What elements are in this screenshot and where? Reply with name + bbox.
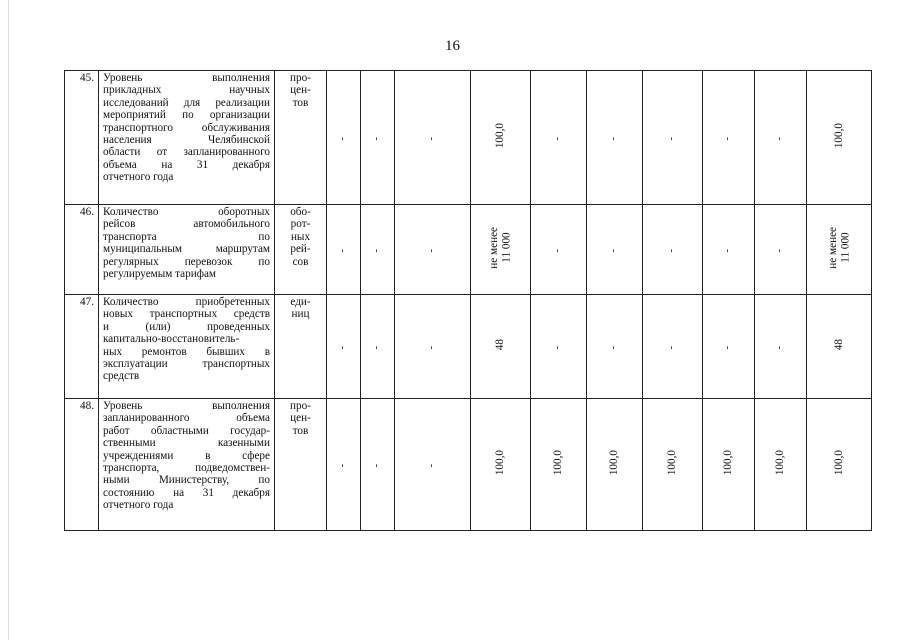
unit-line: обо- bbox=[290, 206, 311, 218]
value-cell bbox=[471, 295, 531, 399]
indicator-name-line: новых транспортных средств bbox=[103, 308, 270, 321]
value-cell bbox=[361, 399, 395, 531]
indicator-name-line: Количество оборотных bbox=[103, 206, 270, 218]
value-text bbox=[608, 249, 620, 252]
row-number: 48. bbox=[65, 399, 99, 531]
value-line: - bbox=[371, 463, 383, 468]
unit-line: ных bbox=[290, 230, 311, 243]
value-line: - bbox=[426, 248, 438, 253]
unit-line: рей- bbox=[290, 243, 311, 256]
value-line: 100,0 bbox=[608, 450, 621, 476]
unit-cell bbox=[275, 399, 327, 531]
value-text bbox=[774, 450, 786, 475]
value-cell bbox=[807, 295, 872, 399]
value-cell bbox=[531, 205, 587, 295]
value-cell bbox=[643, 71, 703, 205]
value-line: - bbox=[608, 248, 620, 253]
value-line: - bbox=[722, 345, 734, 350]
value-text bbox=[371, 346, 383, 349]
indicator-name-line: исследований для реализации bbox=[103, 96, 270, 109]
indicator-name-line: средств bbox=[103, 370, 140, 383]
row-number: 45. bbox=[65, 71, 99, 205]
value-line: 100,0 bbox=[494, 123, 507, 149]
value-text bbox=[666, 450, 678, 475]
value-text bbox=[722, 249, 734, 252]
unit-line: про- bbox=[290, 400, 311, 412]
value-cell bbox=[755, 205, 807, 295]
value-line: 100,0 bbox=[494, 450, 507, 476]
value-text bbox=[337, 346, 349, 349]
indicator-name-line: и (или) проведенных bbox=[103, 320, 270, 333]
indicator-name bbox=[99, 205, 275, 295]
value-line: 100,0 bbox=[552, 450, 565, 476]
value-cell bbox=[361, 71, 395, 205]
value-text bbox=[426, 137, 438, 140]
indicator-name bbox=[99, 399, 275, 531]
value-cell bbox=[587, 205, 643, 295]
indicator-name-line: ных ремонтов бывших в bbox=[103, 345, 270, 358]
value-cell bbox=[807, 71, 872, 205]
value-text bbox=[722, 346, 734, 349]
value-cell bbox=[755, 71, 807, 205]
value-text bbox=[608, 346, 620, 349]
indicator-name-line: ными Министерству, по bbox=[103, 474, 270, 487]
value-cell bbox=[703, 399, 755, 531]
table-row bbox=[65, 71, 872, 205]
value-line: - bbox=[337, 136, 349, 141]
value-line: - bbox=[426, 136, 438, 141]
value-cell bbox=[643, 399, 703, 531]
value-text bbox=[552, 346, 564, 349]
value-cell bbox=[395, 71, 471, 205]
value-line: - bbox=[774, 248, 786, 253]
indicator-name-line: отчетного года bbox=[103, 171, 174, 184]
value-text bbox=[552, 137, 564, 140]
indicator-name-line: населения Челябинской bbox=[103, 134, 270, 147]
value-cell bbox=[703, 71, 755, 205]
indicator-name-line: рейсов автомобильного bbox=[103, 218, 270, 231]
value-cell bbox=[361, 295, 395, 399]
value-line: 11 000 bbox=[500, 232, 513, 263]
value-line: - bbox=[666, 248, 678, 253]
value-cell bbox=[531, 71, 587, 205]
value-text bbox=[371, 137, 383, 140]
value-line: - bbox=[552, 345, 564, 350]
unit-line: еди- bbox=[290, 296, 311, 308]
unit-line: тов bbox=[292, 424, 309, 437]
value-cell bbox=[471, 205, 531, 295]
value-line: - bbox=[722, 136, 734, 141]
indicator-name-line: области от запланированного bbox=[103, 146, 270, 159]
value-text bbox=[666, 137, 678, 140]
value-cell bbox=[471, 71, 531, 205]
value-cell bbox=[807, 399, 872, 531]
value-line: не менее bbox=[488, 226, 501, 269]
value-line: 11 000 bbox=[839, 232, 851, 263]
value-text bbox=[552, 450, 564, 475]
value-text bbox=[426, 346, 438, 349]
value-cell bbox=[361, 205, 395, 295]
value-cell bbox=[807, 205, 872, 295]
indicators-table bbox=[64, 70, 872, 531]
value-cell bbox=[395, 399, 471, 531]
value-line: 100,0 bbox=[666, 450, 679, 476]
value-text bbox=[608, 450, 620, 475]
value-text bbox=[722, 137, 734, 140]
indicator-name-line: состоянию на 31 декабря bbox=[103, 486, 270, 499]
value-line: не менее bbox=[826, 226, 839, 269]
value-line: 48 bbox=[494, 339, 507, 351]
indicator-name-line: транспорта по bbox=[103, 230, 270, 243]
value-line: 100,0 bbox=[722, 450, 735, 476]
value-line: - bbox=[666, 345, 678, 350]
value-line: - bbox=[371, 136, 383, 141]
indicator-name-line: работ областными государ- bbox=[103, 424, 270, 437]
indicator-name-line: запланированного объема bbox=[103, 412, 270, 425]
value-line: - bbox=[608, 345, 620, 350]
indicator-name-line: мероприятий по организации bbox=[103, 109, 270, 122]
scan-edge-line bbox=[8, 0, 9, 640]
unit-line: цен- bbox=[290, 412, 311, 425]
row-number: 47. bbox=[65, 295, 99, 399]
table-row bbox=[65, 399, 872, 531]
indicator-name-line: Количество приобретенных bbox=[103, 296, 270, 308]
value-cell bbox=[395, 295, 471, 399]
value-text bbox=[827, 227, 852, 269]
value-cell bbox=[587, 399, 643, 531]
unit-line: про- bbox=[290, 72, 311, 84]
value-text bbox=[722, 450, 734, 475]
value-line: - bbox=[371, 345, 383, 350]
value-text bbox=[337, 137, 349, 140]
value-text bbox=[833, 123, 845, 148]
indicator-name-line: капитально-восстановитель- bbox=[103, 333, 240, 346]
value-line: - bbox=[371, 248, 383, 253]
value-cell bbox=[531, 295, 587, 399]
value-text bbox=[774, 137, 786, 140]
value-cell bbox=[587, 71, 643, 205]
value-line: - bbox=[552, 136, 564, 141]
value-line: - bbox=[426, 463, 438, 468]
value-cell bbox=[471, 399, 531, 531]
value-line: 100,0 bbox=[774, 450, 787, 476]
indicator-name-line: Уровень выполнения bbox=[103, 72, 270, 84]
value-line: - bbox=[552, 248, 564, 253]
indicator-name-line: регулярных перевозок по bbox=[103, 255, 270, 268]
value-line: 100,0 bbox=[832, 123, 845, 149]
indicator-name-line: муниципальным маршрутам bbox=[103, 243, 270, 256]
indicator-name-line: транспортного обслуживания bbox=[103, 121, 270, 134]
value-text bbox=[426, 249, 438, 252]
value-text bbox=[337, 464, 349, 467]
value-cell bbox=[327, 205, 361, 295]
indicator-name-line: объема на 31 декабря bbox=[103, 158, 270, 171]
indicator-name-line: ственными казенными bbox=[103, 437, 270, 450]
value-line: - bbox=[722, 248, 734, 253]
value-cell bbox=[327, 71, 361, 205]
unit-line: цен- bbox=[290, 84, 311, 97]
value-text bbox=[774, 346, 786, 349]
value-line: - bbox=[774, 345, 786, 350]
unit-line: сов bbox=[292, 255, 309, 268]
value-cell bbox=[755, 295, 807, 399]
value-text bbox=[833, 450, 845, 475]
value-text bbox=[494, 123, 506, 148]
value-line: - bbox=[608, 136, 620, 141]
unit-cell bbox=[275, 205, 327, 295]
value-cell bbox=[587, 295, 643, 399]
value-line: - bbox=[774, 136, 786, 141]
value-cell bbox=[395, 205, 471, 295]
value-text bbox=[666, 249, 678, 252]
value-cell bbox=[703, 295, 755, 399]
value-text bbox=[371, 464, 383, 467]
row-number: 46. bbox=[65, 205, 99, 295]
indicator-name bbox=[99, 295, 275, 399]
indicator-name-line: прикладных научных bbox=[103, 84, 270, 97]
value-cell bbox=[327, 295, 361, 399]
value-cell bbox=[531, 399, 587, 531]
value-text bbox=[552, 249, 564, 252]
value-text bbox=[426, 464, 438, 467]
value-line: - bbox=[337, 345, 349, 350]
indicator-name-line: эксплуатации транспортных bbox=[103, 358, 270, 371]
indicator-name-line: учреждениями в сфере bbox=[103, 449, 270, 462]
indicator-name-line: отчетного года bbox=[103, 499, 174, 512]
value-cell bbox=[327, 399, 361, 531]
indicator-name-line: регулируемым тарифам bbox=[103, 268, 217, 281]
value-text bbox=[608, 137, 620, 140]
unit-line: рот- bbox=[290, 218, 311, 231]
unit-cell bbox=[275, 71, 327, 205]
indicator-name-line: Уровень выполнения bbox=[103, 400, 270, 412]
unit-line: ниц bbox=[291, 308, 310, 321]
value-cell bbox=[703, 205, 755, 295]
value-line: - bbox=[426, 345, 438, 350]
table-row bbox=[65, 205, 872, 295]
value-line: - bbox=[337, 463, 349, 468]
value-line: 48 bbox=[832, 339, 845, 351]
table-row bbox=[65, 295, 872, 399]
indicator-name-line: транспорта, подведомствен- bbox=[103, 462, 270, 475]
value-text bbox=[666, 346, 678, 349]
value-text bbox=[494, 339, 506, 350]
value-text bbox=[774, 249, 786, 252]
unit-line: тов bbox=[292, 96, 309, 109]
value-cell bbox=[643, 295, 703, 399]
value-text bbox=[488, 227, 513, 269]
value-text bbox=[494, 450, 506, 475]
value-line: - bbox=[666, 136, 678, 141]
value-text bbox=[337, 249, 349, 252]
value-cell bbox=[643, 205, 703, 295]
value-cell bbox=[755, 399, 807, 531]
indicator-name bbox=[99, 71, 275, 205]
unit-cell bbox=[275, 295, 327, 399]
value-line: - bbox=[337, 248, 349, 253]
value-line: 100,0 bbox=[832, 450, 845, 476]
page-number: 16 bbox=[445, 38, 460, 54]
value-text bbox=[371, 249, 383, 252]
value-text bbox=[833, 339, 845, 350]
